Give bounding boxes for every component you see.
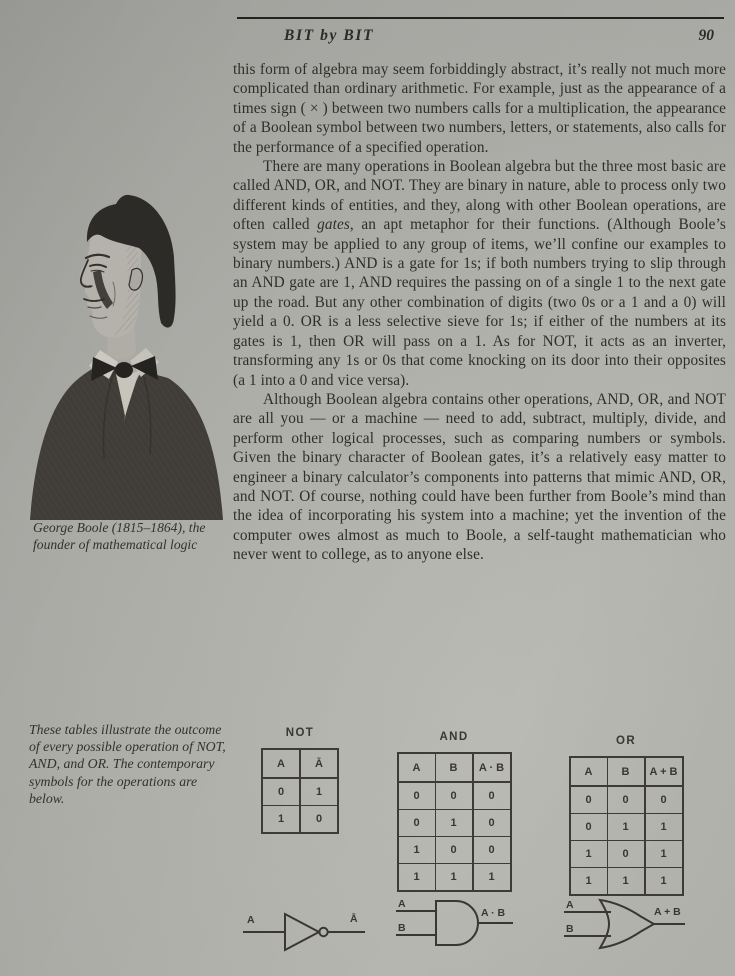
tt-cell: 1 bbox=[607, 814, 645, 841]
portrait-caption: George Boole (1815–1864), the founder of mathematical logic bbox=[33, 520, 206, 552]
and-gate-body-icon bbox=[436, 901, 478, 945]
or-figure bbox=[568, 735, 684, 896]
tt-cell: 1 bbox=[398, 837, 436, 864]
tt-cell: 0 bbox=[645, 786, 683, 814]
or-gate-input-a-label: A bbox=[566, 899, 574, 911]
tt-cell: 0 bbox=[473, 837, 511, 864]
table-row bbox=[570, 786, 683, 814]
tt-cell: 0 bbox=[398, 810, 436, 837]
table-row bbox=[398, 782, 511, 810]
text-run: , an apt metaphor for their functions. (Although Boole’s system may be applied to any group of items, we’ll confine our examples to binary numbers.) AND is a gate for 1s; if both numbers trying to slip through an AND gate are 1, AND requires the passing on of a single 1 to the next gate up the road. But any other combination of digits (two 0s or a 1 and a 0) will yield a 0. OR is a less selective sieve for 1s; if either of the numbers at its gates is 1, then OR will pass on a 1. As for NOT, it acts as an inverter, transforming any 1s or 0s that come knocking on its door into their opposites (a 1 into a 0 and vice versa). bbox=[233, 216, 726, 389]
inverter-triangle-icon bbox=[285, 914, 319, 950]
page-title: BIT by BIT bbox=[284, 27, 375, 44]
table-row bbox=[570, 814, 683, 841]
tt-header-cell: Ā bbox=[300, 749, 338, 778]
or-gate-symbol bbox=[562, 896, 690, 962]
tt-cell: 1 bbox=[607, 868, 645, 896]
tt-cell: 1 bbox=[645, 868, 683, 896]
george-boole-portrait bbox=[20, 182, 232, 520]
not-label: NOT bbox=[285, 727, 315, 739]
text-run: this form of algebra may seem forbiddingly abstract, it’s really not much more complicated than ordinary arithmetic. For example, just as the appearance of a times sign ( × ) between two numbers calls for a multiplication, the appearance of a Boolean symbol between two numbers, letters, or statements, also calls for the performance of a specified operation. bbox=[233, 61, 726, 156]
or-label: OR bbox=[615, 735, 637, 747]
tt-cell: 0 bbox=[300, 806, 338, 834]
tt-cell: 1 bbox=[398, 864, 436, 892]
tt-cell: 0 bbox=[570, 814, 608, 841]
tt-cell: 1 bbox=[473, 864, 511, 892]
tt-cell: 1 bbox=[645, 814, 683, 841]
table-row bbox=[398, 810, 511, 837]
truth-table-or bbox=[569, 756, 684, 896]
not-table-holder bbox=[261, 748, 339, 834]
italic-text-run: gates bbox=[317, 216, 350, 234]
paragraph bbox=[233, 390, 726, 565]
or-table-holder bbox=[568, 756, 684, 896]
tt-cell: 0 bbox=[473, 782, 511, 810]
tt-cell: 0 bbox=[607, 841, 645, 868]
tt-cell: 1 bbox=[435, 810, 473, 837]
tt-cell: 1 bbox=[645, 841, 683, 868]
figure-caption: These tables illustrate the outcome of every possible operation of NOT, AND, and OR. The contemporary symbols for the operations are below. bbox=[29, 722, 226, 806]
or-gate-output-label: A + B bbox=[654, 906, 681, 918]
table-row bbox=[570, 841, 683, 868]
body-text bbox=[233, 60, 726, 565]
paragraph bbox=[233, 157, 726, 390]
and-gate-input-b-label: B bbox=[398, 922, 406, 934]
not-gate-output-label: Ā bbox=[350, 913, 358, 925]
table-row bbox=[570, 868, 683, 896]
and-gate-symbol bbox=[394, 894, 519, 962]
tt-header-cell: A bbox=[398, 753, 436, 782]
tt-cell: 0 bbox=[473, 810, 511, 837]
and-gate-input-a-label: A bbox=[398, 898, 406, 910]
tt-cell: 0 bbox=[398, 782, 436, 810]
tt-cell: 0 bbox=[435, 782, 473, 810]
tt-header-cell: A bbox=[262, 749, 300, 778]
tt-cell: 0 bbox=[607, 786, 645, 814]
tt-cell: 0 bbox=[262, 778, 300, 806]
tt-header-cell: B bbox=[435, 753, 473, 782]
tt-cell: 1 bbox=[300, 778, 338, 806]
header-rule bbox=[237, 17, 724, 19]
tt-header-cell: B bbox=[607, 757, 645, 786]
table-row bbox=[262, 806, 338, 834]
or-gate-body-icon bbox=[600, 900, 654, 948]
tt-cell: 1 bbox=[435, 864, 473, 892]
tt-header-cell: A + B bbox=[645, 757, 683, 786]
table-row bbox=[262, 778, 338, 806]
and-table-holder bbox=[396, 752, 512, 892]
tt-cell: 0 bbox=[435, 837, 473, 864]
not-gate-input-label: A bbox=[247, 914, 255, 926]
page-number: 90 bbox=[698, 27, 714, 44]
or-gate-input-b-label: B bbox=[566, 923, 574, 935]
tt-cell: 1 bbox=[570, 841, 608, 868]
tt-cell: 1 bbox=[262, 806, 300, 834]
tt-cell: 1 bbox=[570, 868, 608, 896]
tt-header-cell: A bbox=[570, 757, 608, 786]
table-row bbox=[398, 864, 511, 892]
table-row bbox=[398, 837, 511, 864]
tt-header-cell: A · B bbox=[473, 753, 511, 782]
and-label: AND bbox=[439, 731, 469, 743]
truth-table-and bbox=[397, 752, 512, 892]
not-figure bbox=[261, 727, 339, 834]
truth-table-not bbox=[261, 748, 339, 834]
text-run: Although Boolean algebra contains other operations, AND, OR, and NOT are all you — or a machine — need to add, subtract, multiply, divide, and perform other logical processes, such as comparing numbers or symbols. Given the binary character of Boolean gates, it’s a relatively easy matter to engineer a binary calculator’s components into patterns that mimic AND, OR, and NOT. Of course, nothing could have been further from Boole’s mind than the idea of incorporating his system into a machine; yet the invention of the computer owes almost as much to Boole, a self-taught mathematician who never went to college, as to anyone else. bbox=[233, 390, 726, 564]
text-run: There are many operations in Boolean algebra but the three most basic are called AND, OR, and NOT. They are binary in nature, able to process only two different kinds of entities, and they, along with other Boolean operations, are often called bbox=[233, 158, 726, 234]
and-figure bbox=[396, 731, 512, 892]
paragraph bbox=[233, 60, 726, 157]
not-gate-symbol bbox=[238, 898, 373, 960]
and-gate-output-label: A · B bbox=[481, 907, 506, 919]
tt-cell: 0 bbox=[570, 786, 608, 814]
